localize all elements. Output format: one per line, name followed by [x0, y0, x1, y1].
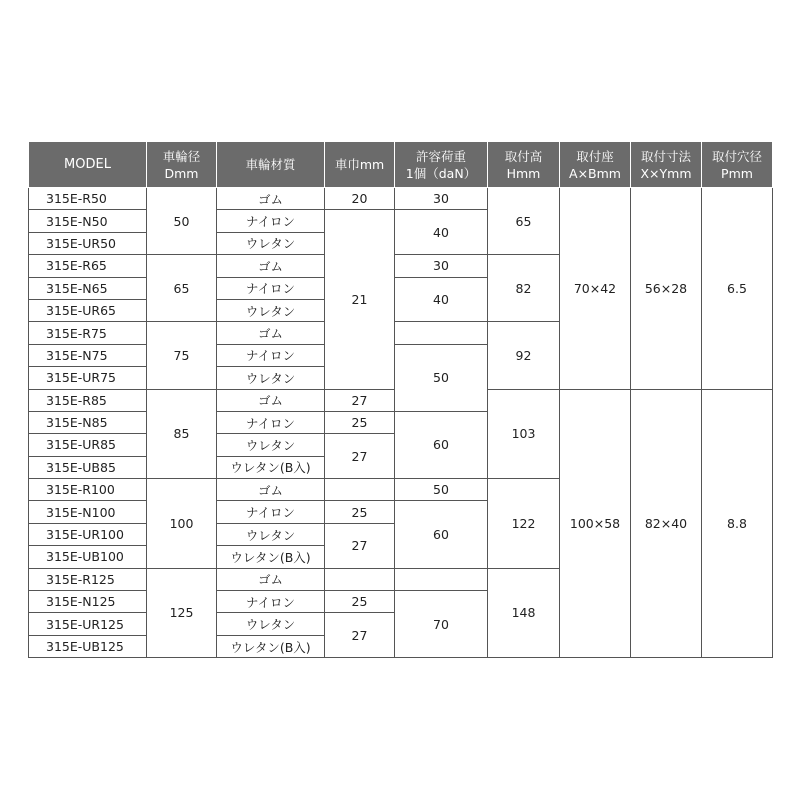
header-mount-hole: 取付穴径 Pmm [702, 142, 773, 188]
material-cell: ウレタン(B入) [217, 546, 325, 568]
width-cell: 27 [325, 434, 395, 479]
model-cell: 315E-UR50 [29, 232, 147, 254]
wheel-diameter-cell: 125 [147, 568, 217, 658]
width-cell: 20 [325, 188, 395, 210]
header-mount-pitch: 取付寸法 X×Ymm [631, 142, 702, 188]
header-wheel-diameter: 車輪径 Dmm [147, 142, 217, 188]
spec-table [28, 141, 773, 658]
mount-height-cell: 148 [488, 568, 560, 658]
model-cell: 315E-R85 [29, 389, 147, 411]
model-cell: 315E-N125 [29, 591, 147, 613]
header-mount-seat: 取付座 A×Bmm [560, 142, 631, 188]
model-cell: 315E-UR75 [29, 367, 147, 389]
load-cell: 50 [395, 344, 488, 411]
model-cell: 315E-R65 [29, 255, 147, 277]
load-cell [395, 322, 488, 344]
material-cell: ナイロン [217, 277, 325, 299]
load-cell: 30 [395, 255, 488, 277]
load-cell: 40 [395, 210, 488, 255]
mount-hole-cell: 8.8 [702, 389, 773, 658]
material-cell: ウレタン [217, 434, 325, 456]
mount-pitch-cell: 56×28 [631, 188, 702, 390]
material-cell: ナイロン [217, 501, 325, 523]
wheel-diameter-cell: 50 [147, 188, 217, 255]
material-cell: ゴム [217, 322, 325, 344]
material-cell: ウレタン [217, 299, 325, 321]
width-cell [325, 568, 395, 590]
header-model: MODEL [29, 142, 147, 188]
header-allowable-load: 許容荷重 1個（daN） [395, 142, 488, 188]
header-wheel-width: 車巾mm [325, 142, 395, 188]
width-cell: 25 [325, 591, 395, 613]
mount-height-cell: 82 [488, 255, 560, 322]
model-cell: 315E-N85 [29, 411, 147, 433]
load-cell: 60 [395, 411, 488, 478]
material-cell: ゴム [217, 568, 325, 590]
model-cell: 315E-N100 [29, 501, 147, 523]
mount-height-cell: 103 [488, 389, 560, 479]
material-cell: ゴム [217, 389, 325, 411]
model-cell: 315E-UB125 [29, 635, 147, 657]
model-cell: 315E-UR65 [29, 299, 147, 321]
width-cell: 25 [325, 501, 395, 523]
model-cell: 315E-N50 [29, 210, 147, 232]
model-cell: 315E-UR100 [29, 523, 147, 545]
material-cell: ナイロン [217, 591, 325, 613]
header-wheel-material: 車輪材質 [217, 142, 325, 188]
material-cell: ゴム [217, 255, 325, 277]
material-cell: ウレタン [217, 232, 325, 254]
model-cell: 315E-R75 [29, 322, 147, 344]
header-row [29, 142, 773, 188]
load-cell: 60 [395, 501, 488, 568]
load-cell: 30 [395, 188, 488, 210]
width-cell: 27 [325, 523, 395, 568]
model-cell: 315E-UR85 [29, 434, 147, 456]
model-cell: 315E-UB85 [29, 456, 147, 478]
load-cell: 70 [395, 591, 488, 658]
model-cell: 315E-UB100 [29, 546, 147, 568]
model-cell: 315E-R100 [29, 479, 147, 501]
mount-seat-cell: 70×42 [560, 188, 631, 390]
mount-height-cell: 122 [488, 479, 560, 569]
material-cell: ウレタン(B入) [217, 456, 325, 478]
width-cell: 27 [325, 613, 395, 658]
model-cell: 315E-N75 [29, 344, 147, 366]
load-cell: 50 [395, 479, 488, 501]
material-cell: ナイロン [217, 411, 325, 433]
model-cell: 315E-R125 [29, 568, 147, 590]
load-cell [395, 568, 488, 590]
material-cell: ウレタン [217, 613, 325, 635]
wheel-diameter-cell: 100 [147, 479, 217, 569]
width-cell: 25 [325, 411, 395, 433]
wheel-diameter-cell: 65 [147, 255, 217, 322]
material-cell: ウレタン(B入) [217, 635, 325, 657]
table-row [29, 188, 773, 210]
material-cell: ウレタン [217, 523, 325, 545]
material-cell: ナイロン [217, 210, 325, 232]
width-cell: 21 [325, 210, 395, 389]
load-cell: 40 [395, 277, 488, 322]
mount-pitch-cell: 82×40 [631, 389, 702, 658]
mount-hole-cell: 6.5 [702, 188, 773, 390]
wheel-diameter-cell: 75 [147, 322, 217, 389]
material-cell: ウレタン [217, 367, 325, 389]
wheel-diameter-cell: 85 [147, 389, 217, 479]
model-cell: 315E-UR125 [29, 613, 147, 635]
material-cell: ゴム [217, 479, 325, 501]
mount-height-cell: 65 [488, 188, 560, 255]
width-cell [325, 479, 395, 501]
width-cell: 27 [325, 389, 395, 411]
model-cell: 315E-R50 [29, 188, 147, 210]
material-cell: ゴム [217, 188, 325, 210]
model-cell: 315E-N65 [29, 277, 147, 299]
header-mount-height: 取付高 Hmm [488, 142, 560, 188]
mount-height-cell: 92 [488, 322, 560, 389]
material-cell: ナイロン [217, 344, 325, 366]
mount-seat-cell: 100×58 [560, 389, 631, 658]
